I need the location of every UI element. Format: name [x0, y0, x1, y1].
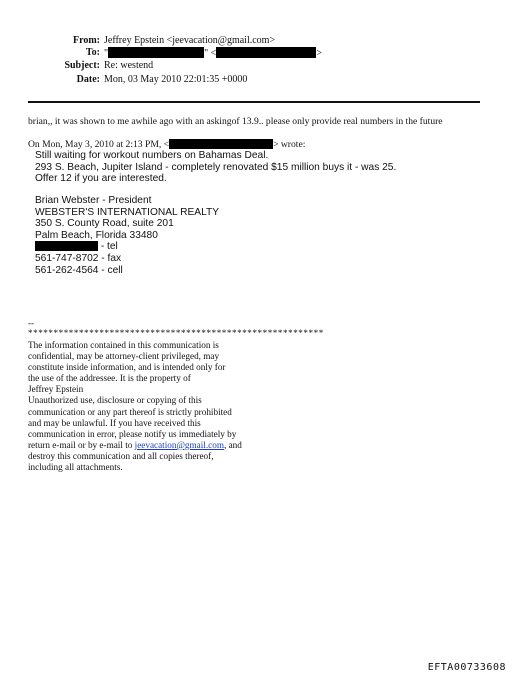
redaction-box	[216, 47, 316, 58]
quoted-line: Offer 12 if you are interested.	[35, 173, 167, 185]
disclaimer-line: the use of the addressee. It is the property of	[28, 373, 191, 384]
star-separator: **********************************************************	[28, 328, 324, 338]
signature-company: WEBSTER'S INTERNATIONAL REALTY	[35, 206, 220, 218]
disclaimer-line: and may be unlawful. If you have received this	[28, 417, 201, 428]
signature-address-line2: Palm Beach, Florida 33480	[35, 229, 158, 241]
from-value: Jeffrey Epstein <jeevacation@gmail.com>	[104, 35, 276, 46]
signature-fax: 561-747-8702 - fax	[35, 252, 122, 264]
from-label: From:	[72, 35, 100, 46]
email-header	[0, 35, 512, 95]
disclaimer-line: Unauthorized use, disclosure or copying of this	[28, 395, 202, 406]
signature-dashes: --	[28, 318, 34, 328]
quote-intro-prefix: On Mon, May 3, 2010 at 2:13 PM, <	[28, 139, 170, 150]
subject-value: Re: westend	[104, 60, 154, 71]
disclaimer-line: The information contained in this communication is	[28, 340, 219, 350]
disclaimer-line: destroy this communication and all copies thereof,	[28, 450, 214, 461]
reply-text: brian,, it was shown to me awhile ago with an askingof 13.9.. please only provide real numbers in the future	[28, 116, 443, 127]
quote-intro	[28, 139, 305, 150]
header-divider	[28, 101, 480, 103]
disclaimer-line: confidential, may be attorney-client privileged, may	[28, 351, 220, 362]
quote-intro-suffix: > wrote:	[273, 139, 306, 150]
signature-name: Brian Webster - President	[35, 195, 152, 206]
disclaimer-line	[28, 440, 242, 451]
quoted-line: Still waiting for workout numbers on Bahamas Deal.	[35, 150, 269, 161]
to-label: To:	[85, 47, 100, 58]
date-value: Mon, 03 May 2010 22:01:35 +0000	[104, 74, 248, 85]
disclaimer-text: return e-mail or by e-mail to	[28, 439, 135, 450]
signature-block	[35, 195, 219, 276]
redaction-box	[169, 139, 273, 149]
disclaimer-text: , and	[223, 439, 242, 450]
to-row	[0, 47, 512, 59]
bates-number: EFTA00733608	[427, 662, 506, 673]
disclaimer-line: including all attachments.	[28, 462, 123, 473]
signature-tel	[35, 241, 219, 253]
date-row	[0, 74, 512, 86]
signature-cell: 561-262-4564 - cell	[35, 264, 123, 276]
date-label: Date:	[76, 74, 100, 85]
to-close: >	[316, 48, 322, 59]
quoted-line: 293 S. Beach, Jupiter Island - completely renovated $15 million buys it - was 25.	[35, 161, 397, 173]
email-link[interactable]: jeevacation@gmail.com	[134, 439, 224, 450]
disclaimer-line: constitute inside information, and is intended only for	[28, 362, 226, 373]
disclaimer-line: Jeffrey Epstein	[28, 384, 84, 395]
confidentiality-disclaimer	[28, 340, 242, 473]
to-value	[104, 47, 322, 60]
disclaimer-line: communication in error, please notify us immediately by	[28, 428, 237, 439]
quoted-message	[35, 150, 396, 185]
from-row	[0, 35, 512, 47]
signature-address-line1: 350 S. County Road, suite 201	[35, 218, 174, 230]
redaction-box	[35, 241, 98, 251]
subject-row	[0, 60, 512, 72]
tel-suffix: - tel	[98, 241, 118, 253]
subject-label: Subject:	[64, 60, 100, 71]
to-quote-open: "	[104, 48, 109, 59]
redaction-box	[108, 47, 204, 58]
disclaimer-line: communication or any part thereof is strictly prohibited	[28, 406, 232, 417]
to-quote-mid: " <	[204, 48, 217, 59]
